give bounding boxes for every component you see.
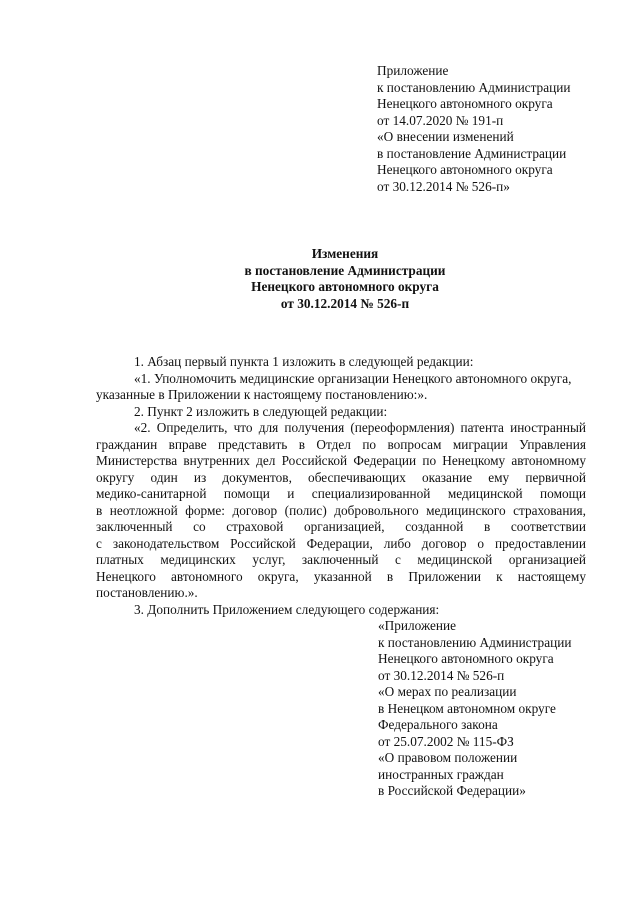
paragraph-2-quote-line: Министерства внутренних дел Российской Федерации по Ненецкому автономному: [96, 453, 586, 468]
appendix-line: Федерального закона: [378, 717, 498, 732]
appendix-line: от 30.12.2014 № 526-п: [378, 667, 505, 683]
paragraph-2-quote-line: медико-санитарной помощи и специализированной медицинской помощи: [96, 486, 586, 501]
document-body: [96, 354, 586, 618]
appendix-line: «О правовом положении: [378, 750, 518, 765]
appendix-block: [378, 618, 618, 800]
title-line: в постановление Администрации: [244, 262, 446, 278]
header-line: Приложение: [377, 63, 449, 78]
header-line: от 14.07.2020 № 191-п: [377, 112, 504, 128]
title-line: от 30.12.2014 № 526-п: [280, 295, 410, 311]
header-line: «О внесении изменений: [377, 129, 514, 144]
appendix-line: «Приложение: [378, 618, 457, 633]
title-line: Изменения: [311, 246, 379, 261]
paragraph-2: 2. Пункт 2 изложить в следующей редакции:: [134, 403, 388, 419]
document-title: [195, 246, 495, 312]
title-line: Ненецкого автономного округа: [251, 279, 439, 294]
paragraph-2-quote-line: «2. Определить, что для получения (переоформления) патента иностранный: [134, 420, 586, 435]
paragraph-1: 1. Абзац первый пункта 1 изложить в следующей редакции:: [134, 354, 474, 369]
paragraph-1-quote: указанные в Приложении к настоящему постановлению:».: [96, 387, 428, 402]
paragraph-2-quote-line: постановлению.».: [96, 585, 198, 600]
header-line: Ненецкого автономного округа: [377, 162, 553, 177]
paragraph-2-quote-line: платных медицинских услуг, заключенный с медицинской организацией: [96, 552, 586, 567]
appendix-line: к постановлению Администрации: [378, 634, 572, 650]
paragraph-2-quote-line: в неотложной форме: договор (полис) добровольного медицинского страхования,: [96, 502, 586, 518]
paragraph-2-quote-line: с законодательством Российской Федерации, либо договор о предоставлении: [96, 535, 586, 551]
appendix-line: «О мерах по реализации: [378, 684, 517, 699]
paragraph-2-quote-line: заключенный со страховой организацией, созданной в соответствии: [96, 519, 586, 534]
paragraph-2-quote-line: округу один из документов, обеспечивающих оказание ему первичной: [96, 469, 586, 485]
paragraph-2-quote-line: гражданин вправе представить в Отдел по вопросам миграции Управления: [96, 436, 586, 452]
header-line: от 30.12.2014 № 526-п»: [377, 178, 510, 194]
paragraph-3: 3. Дополнить Приложением следующего содержания:: [134, 601, 440, 617]
appendix-line: иностранных граждан: [378, 766, 504, 782]
header-line: Ненецкого автономного округа: [377, 96, 553, 111]
paragraph-2-quote-line: Ненецкого автономного округа, указанной в Приложении к настоящему: [96, 568, 586, 584]
appendix-line: в Российской Федерации»: [378, 783, 526, 798]
appendix-line: в Ненецком автономном округе: [378, 700, 556, 716]
appendix-line: Ненецкого автономного округа: [378, 651, 554, 666]
header-line: в постановление Администрации: [377, 145, 567, 161]
paragraph-1-quote: «1. Уполномочить медицинские организации Ненецкого автономного округа,: [134, 370, 572, 386]
header-line: к постановлению Администрации: [377, 79, 571, 95]
header-block: [377, 63, 617, 195]
appendix-line: от 25.07.2002 № 115-ФЗ: [378, 733, 514, 749]
